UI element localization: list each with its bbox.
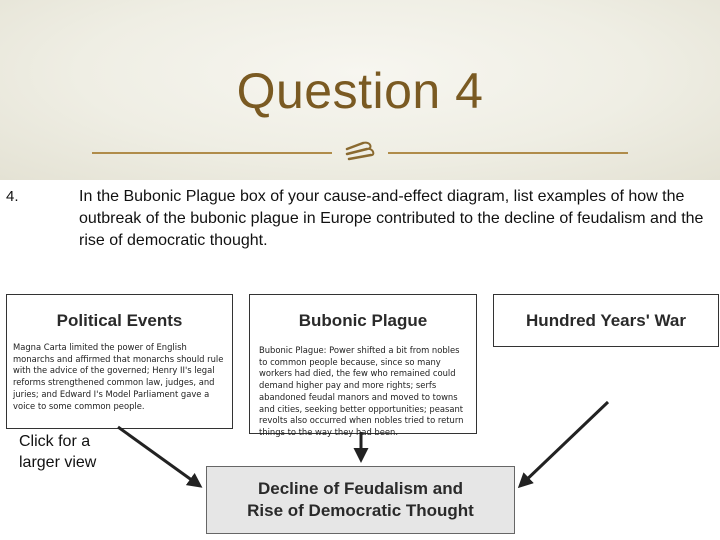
- title-rule-left: [92, 152, 332, 154]
- hundred-years-war-box: [493, 294, 719, 347]
- bubonic-plague-box: [249, 294, 477, 437]
- political-events-title: Political Events: [56, 311, 183, 330]
- title-rule-right: [388, 152, 628, 154]
- question-number: 4.: [6, 188, 19, 205]
- click-for-larger-view-link[interactable]: [19, 431, 96, 473]
- scroll-ornament-icon: [343, 139, 377, 165]
- political-events-text: Magna Carta limited the power of English monarchs and affirmed that monarchs should rule with the advice of the governed; Henry II's legal reforms strengthened common law, judges, and juries; and Edward I's Model Parliament gave a voice to some common people.: [13, 342, 224, 411]
- arrow-political-to-decline: [118, 427, 200, 486]
- decline-line-2: Rise of Democratic Thought: [247, 501, 474, 520]
- decline-of-feudalism-box: [206, 466, 515, 534]
- bubonic-plague-title: Bubonic Plague: [298, 311, 428, 330]
- arrow-war-to-decline: [520, 402, 608, 486]
- decline-line-1: Decline of Feudalism and: [258, 479, 463, 498]
- question-text: In the Bubonic Plague box of your cause-and-effect diagram, list examples of how the outbreak of the bubonic plague in Europe contributed to the decline of feudalism and the rise of democratic thought.: [79, 188, 704, 249]
- bubonic-plague-text: Bubonic Plague: Power shifted a bit from nobles to common people because, since so many workers had died, the few who remained could demand higher pay and more rights; serfs abandoned feudal manors and moved to towns and cities, seeking better opportunities; peasant revolts also occurred when nobles tried to return things to the way they had been.: [259, 345, 464, 437]
- click-note-line-2: larger view: [19, 454, 97, 471]
- click-note-line-1: Click for a: [19, 433, 91, 450]
- hundred-years-war-title: Hundred Years' War: [526, 311, 686, 330]
- political-events-box: [6, 294, 233, 429]
- slide-title: Question 4: [236, 63, 484, 119]
